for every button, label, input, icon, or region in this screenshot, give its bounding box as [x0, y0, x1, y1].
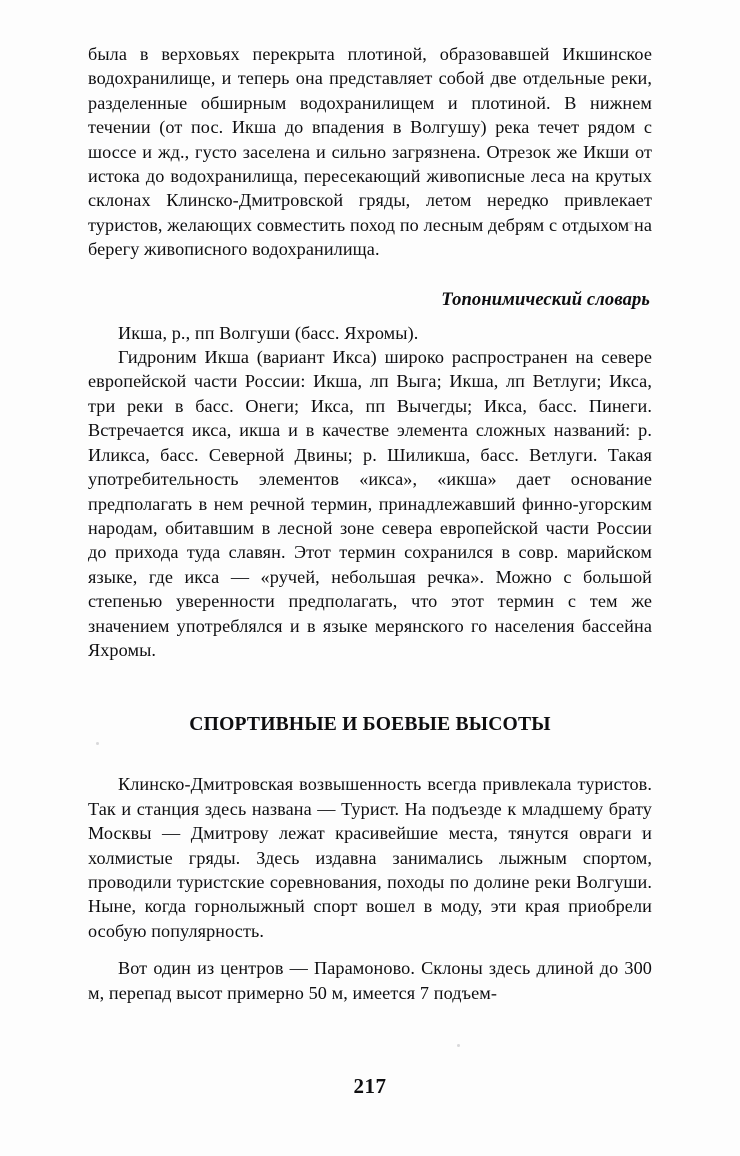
- section-paragraph-2: Вот один из центров — Парамоново. Склоны здесь длиной до 300 м, перепад высот примерно 50 м, имеется 7 подъем-: [88, 958, 652, 1003]
- paper-speck: [457, 1044, 460, 1047]
- dictionary-entry-headword: Икша, р., пп Волгуши (басс. Яхромы).: [118, 322, 419, 343]
- dictionary-heading: Топонимический словарь: [441, 288, 650, 310]
- spacer: [88, 738, 652, 772]
- section-paragraph-1: Клинско-Дмитровская возвышенность всегда привлекала туристов. Так и станция здесь названа — Турист. На подъезде к младшему брату Москвы — Дмитрову лежат красивейшие места, тянутся овраги и холмистые гряды. Здесь издавна занимались лыжным спортом, проводили туристские соревнования, походы по долине реки Волгуши. Ныне, когда горнолыжный спорт вошел в моду, эти края приобрели особую популярность.: [88, 774, 652, 941]
- page-text-column: [88, 42, 652, 1005]
- spacer: [88, 262, 652, 288]
- section-heading: СПОРТИВНЫЕ И БОЕВЫЕ ВЫСОТЫ: [189, 714, 551, 736]
- spacer: [88, 662, 652, 712]
- spacer: [88, 943, 652, 956]
- page-number: 217: [353, 1074, 387, 1098]
- spacer: [88, 312, 652, 321]
- dictionary-entry-body: Гидроним Икша (вариант Икса) широко распространен на севере европейской части России: Икша, лп Выга; Икша, лп Ветлуги; Икса, три реки в басс. Онеги; Икса, пп Вычегды; Икса, басс. Пинеги. Встречается икса, икша и в качестве элемента сложных названий: р. Иликса, басс. Северной Двины; р. Шиликша, басс. Ветлуги. Такая употребительность элементов «икса», «икша» дает основание предполагать в нем речной термин, принадлежавший финно-угорским народам, обитавшим в лесной зоне севера европейской части России до прихода туда славян. Этот термин сохранился в совр. марийском языке, где икса — «ручей, небольшая речка». Можно с большой степенью уверенности предполагать, что этот термин с тем же значением употреблялся и в языке мерянского го населения бассейна Яхромы.: [88, 347, 652, 660]
- body-paragraph-continued: была в верховьях перекрыта плотиной, образовавшей Икшинское водохранилище, и теперь она представляет собой две отдельные реки, разделенные обширным водохранилищем и плотиной. В нижнем течении (от пос. Икша до впадения в Волгушу) река течет рядом с шоссе и жд., густо заселена и сильно загрязнена. Отрезок же Икши от истока до водохранилища, пересекающий живописные леса на крутых склонах Клинско-Дмитровской гряды, летом нередко привлекает туристов, желающих совместить поход по лесным дебрям с отдыхом на берегу живописного водохранилища.: [88, 44, 652, 260]
